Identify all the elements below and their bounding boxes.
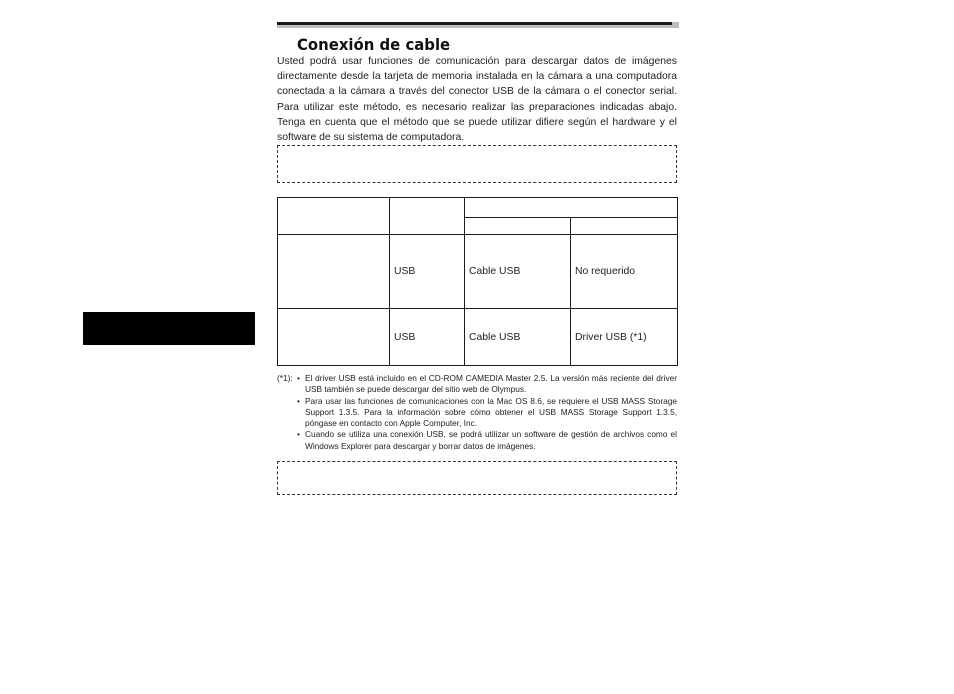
table-row [278,235,678,309]
header-cell-system [278,198,390,235]
header-cell-driver [571,218,678,235]
note-box-bottom [277,461,677,495]
footnote-item: • El driver USB está incluido en el CD-ROM CAMEDIA Master 2.5. La versión más reciente del driver USB también se puede descargar del sitio web de Olympus. [297,373,677,396]
note-box-top [277,145,677,183]
row-connector: USB [390,235,465,309]
footnote-item: • Para usar las funciones de comunicaciones con la Mac OS 8.6, se requiere el USB MASS Storage Support 1.3.5. Para la información sobre cómo obtener el USB MASS Storage Support 1.3.5, póngase en contacto con Apple Computer, Inc. [297,396,677,430]
sidebar-tab [83,312,255,345]
header-cell-cable [465,218,571,235]
header-cell-connector [390,198,465,235]
footnote-item: • Cuando se utiliza una conexión USB, se podrá utilizar un software de gestión de archivos como el Windows Explorer para descargar y borrar datos de imágenes. [297,429,677,452]
row-system [278,235,390,309]
intro-paragraph: Usted podrá usar funciones de comunicación para descargar datos de imágenes directamente desde la tarjeta de memoria instalada en la cámara a una computadora conectada a la cámara a través del conector USB de la cámara o el conector serial. Para utilizar este método, es necesario realizar las preparaciones indicadas abajo. Tenga en cuenta que el método que se puede utilizar difiere según el hardware y el software de su sistema de computadora. [277,56,677,144]
section-title: Conexión de cable [297,35,451,54]
table-row [278,309,678,366]
row-connector: USB [390,309,465,366]
row-cable: Cable USB [465,235,571,309]
footnote-label: (*1): [277,373,293,383]
row-driver: Driver USB (*1) [571,309,678,366]
footnote-list [297,373,677,452]
row-system [278,309,390,366]
connection-table [277,197,678,366]
row-cable: Cable USB [465,309,571,366]
table-header-row [278,198,678,218]
header-rule-shadow-bottom [277,25,679,28]
footnotes [277,373,677,452]
row-driver: No requerido [571,235,678,309]
header-cell-requirements [465,198,678,218]
